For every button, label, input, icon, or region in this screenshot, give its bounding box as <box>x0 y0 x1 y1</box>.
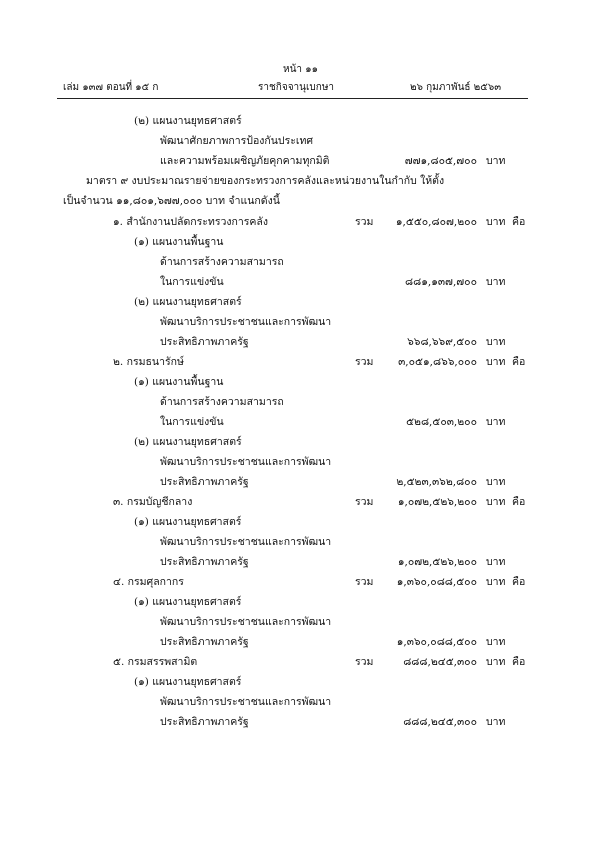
plan-number: (๑) แผนงานยุทธศาสตร์ <box>134 596 242 608</box>
total-label: รวม <box>355 656 374 668</box>
plan-description: พัฒนาศักยภาพการป้องกันประเทศ <box>160 135 314 147</box>
total-suffix: คือ <box>512 656 526 668</box>
currency-unit: บาท <box>486 576 506 588</box>
total-label: รวม <box>355 496 374 508</box>
section-line: เป็นจำนวน ๑๑,๘๐๑,๖๗๗,๐๐๐ บาท จำแนกดังนี้ <box>63 195 280 207</box>
agency-total: ๘๘๘,๒๔๕,๓๐๐ <box>403 656 477 668</box>
plan-description: ประสิทธิภาพภาครัฐ <box>160 636 249 648</box>
currency-unit: บาท <box>486 276 506 288</box>
plan-amount: ๑,๓๖๐,๐๘๘,๕๐๐ <box>396 636 477 648</box>
currency-unit: บาท <box>486 155 506 167</box>
plan-number: (๑) แผนงานยุทธศาสตร์ <box>134 676 242 688</box>
plan-description: และความพร้อมเผชิญภัยคุกคามทุกมิติ <box>160 155 330 167</box>
plan-description: ด้านการสร้างความสามารถ <box>160 256 284 268</box>
plan-amount: ๗๗๑,๘๐๕,๗๐๐ <box>404 155 477 167</box>
agency-total: ๓,๐๕๑,๘๖๖,๐๐๐ <box>398 356 477 368</box>
currency-unit: บาท <box>486 356 506 368</box>
page-number: หน้า ๑๑ <box>283 64 318 75</box>
plan-description: ในการแข่งขัน <box>160 276 224 288</box>
agency-total: ๑,๕๕๐,๘๐๗,๒๐๐ <box>395 216 477 228</box>
currency-unit: บาท <box>486 716 506 728</box>
plan-description: พัฒนาบริการประชาชนและการพัฒนา <box>160 616 332 628</box>
plan-description: ประสิทธิภาพภาครัฐ <box>160 336 249 348</box>
plan-amount: ๘๘๑,๑๓๗,๗๐๐ <box>405 276 477 288</box>
plan-amount: ๘๘๘,๒๔๕,๓๐๐ <box>403 716 477 728</box>
agency-title: ๔. กรมศุลกากร <box>113 576 184 588</box>
currency-unit: บาท <box>486 496 506 508</box>
volume-issue: เล่ม ๑๓๗ ตอนที่ ๑๕ ก <box>63 82 159 93</box>
plan-description: พัฒนาบริการประชาชนและการพัฒนา <box>160 536 332 548</box>
header-rule <box>57 98 528 99</box>
plan-description: พัฒนาบริการประชาชนและการพัฒนา <box>160 316 332 328</box>
agency-title: ๒. กรมธนารักษ์ <box>113 356 184 368</box>
plan-description: ในการแข่งขัน <box>160 416 224 428</box>
currency-unit: บาท <box>486 656 506 668</box>
publish-date: ๒๖ กุมภาพันธ์ ๒๕๖๓ <box>410 82 502 93</box>
total-suffix: คือ <box>512 496 526 508</box>
total-label: รวม <box>355 576 374 588</box>
plan-description: ประสิทธิภาพภาครัฐ <box>160 556 249 568</box>
section-line: มาตรา ๙ งบประมาณรายจ่ายของกระทรวงการคลังและหน่วยงานในกำกับ ให้ตั้ง <box>86 175 445 187</box>
agency-title: ๑. สำนักงานปลัดกระทรวงการคลัง <box>113 216 268 228</box>
gazette-title: ราชกิจจานุเบกษา <box>258 82 335 93</box>
currency-unit: บาท <box>486 556 506 568</box>
plan-number: (๒) แผนงานยุทธศาสตร์ <box>134 115 242 127</box>
total-suffix: คือ <box>512 216 526 228</box>
plan-amount: ๑,๐๗๒,๕๒๖,๒๐๐ <box>397 556 477 568</box>
total-suffix: คือ <box>512 576 526 588</box>
plan-amount: ๕๒๘,๕๐๓,๒๐๐ <box>406 416 477 428</box>
currency-unit: บาท <box>486 336 506 348</box>
agency-total: ๑,๐๗๒,๕๒๖,๒๐๐ <box>397 496 477 508</box>
plan-number: (๑) แผนงานยุทธศาสตร์ <box>134 516 242 528</box>
plan-amount: ๖๖๘,๖๖๙,๕๐๐ <box>407 336 477 348</box>
plan-description: ด้านการสร้างความสามารถ <box>160 396 284 408</box>
total-suffix: คือ <box>512 356 526 368</box>
total-label: รวม <box>355 216 374 228</box>
currency-unit: บาท <box>486 636 506 648</box>
currency-unit: บาท <box>486 416 506 428</box>
plan-number: (๑) แผนงานพื้นฐาน <box>134 236 224 248</box>
agency-title: ๓. กรมบัญชีกลาง <box>113 496 193 508</box>
plan-description: พัฒนาบริการประชาชนและการพัฒนา <box>160 456 332 468</box>
agency-total: ๑,๓๖๐,๐๘๘,๕๐๐ <box>396 576 477 588</box>
plan-description: ประสิทธิภาพภาครัฐ <box>160 716 249 728</box>
currency-unit: บาท <box>486 216 506 228</box>
plan-number: (๒) แผนงานยุทธศาสตร์ <box>134 436 242 448</box>
currency-unit: บาท <box>486 476 506 488</box>
plan-description: พัฒนาบริการประชาชนและการพัฒนา <box>160 696 332 708</box>
plan-description: ประสิทธิภาพภาครัฐ <box>160 476 249 488</box>
plan-number: (๒) แผนงานยุทธศาสตร์ <box>134 296 242 308</box>
plan-number: (๑) แผนงานพื้นฐาน <box>134 376 224 388</box>
plan-amount: ๒,๕๒๓,๓๖๒,๘๐๐ <box>396 476 477 488</box>
total-label: รวม <box>355 356 374 368</box>
agency-title: ๕. กรมสรรพสามิต <box>113 656 198 668</box>
